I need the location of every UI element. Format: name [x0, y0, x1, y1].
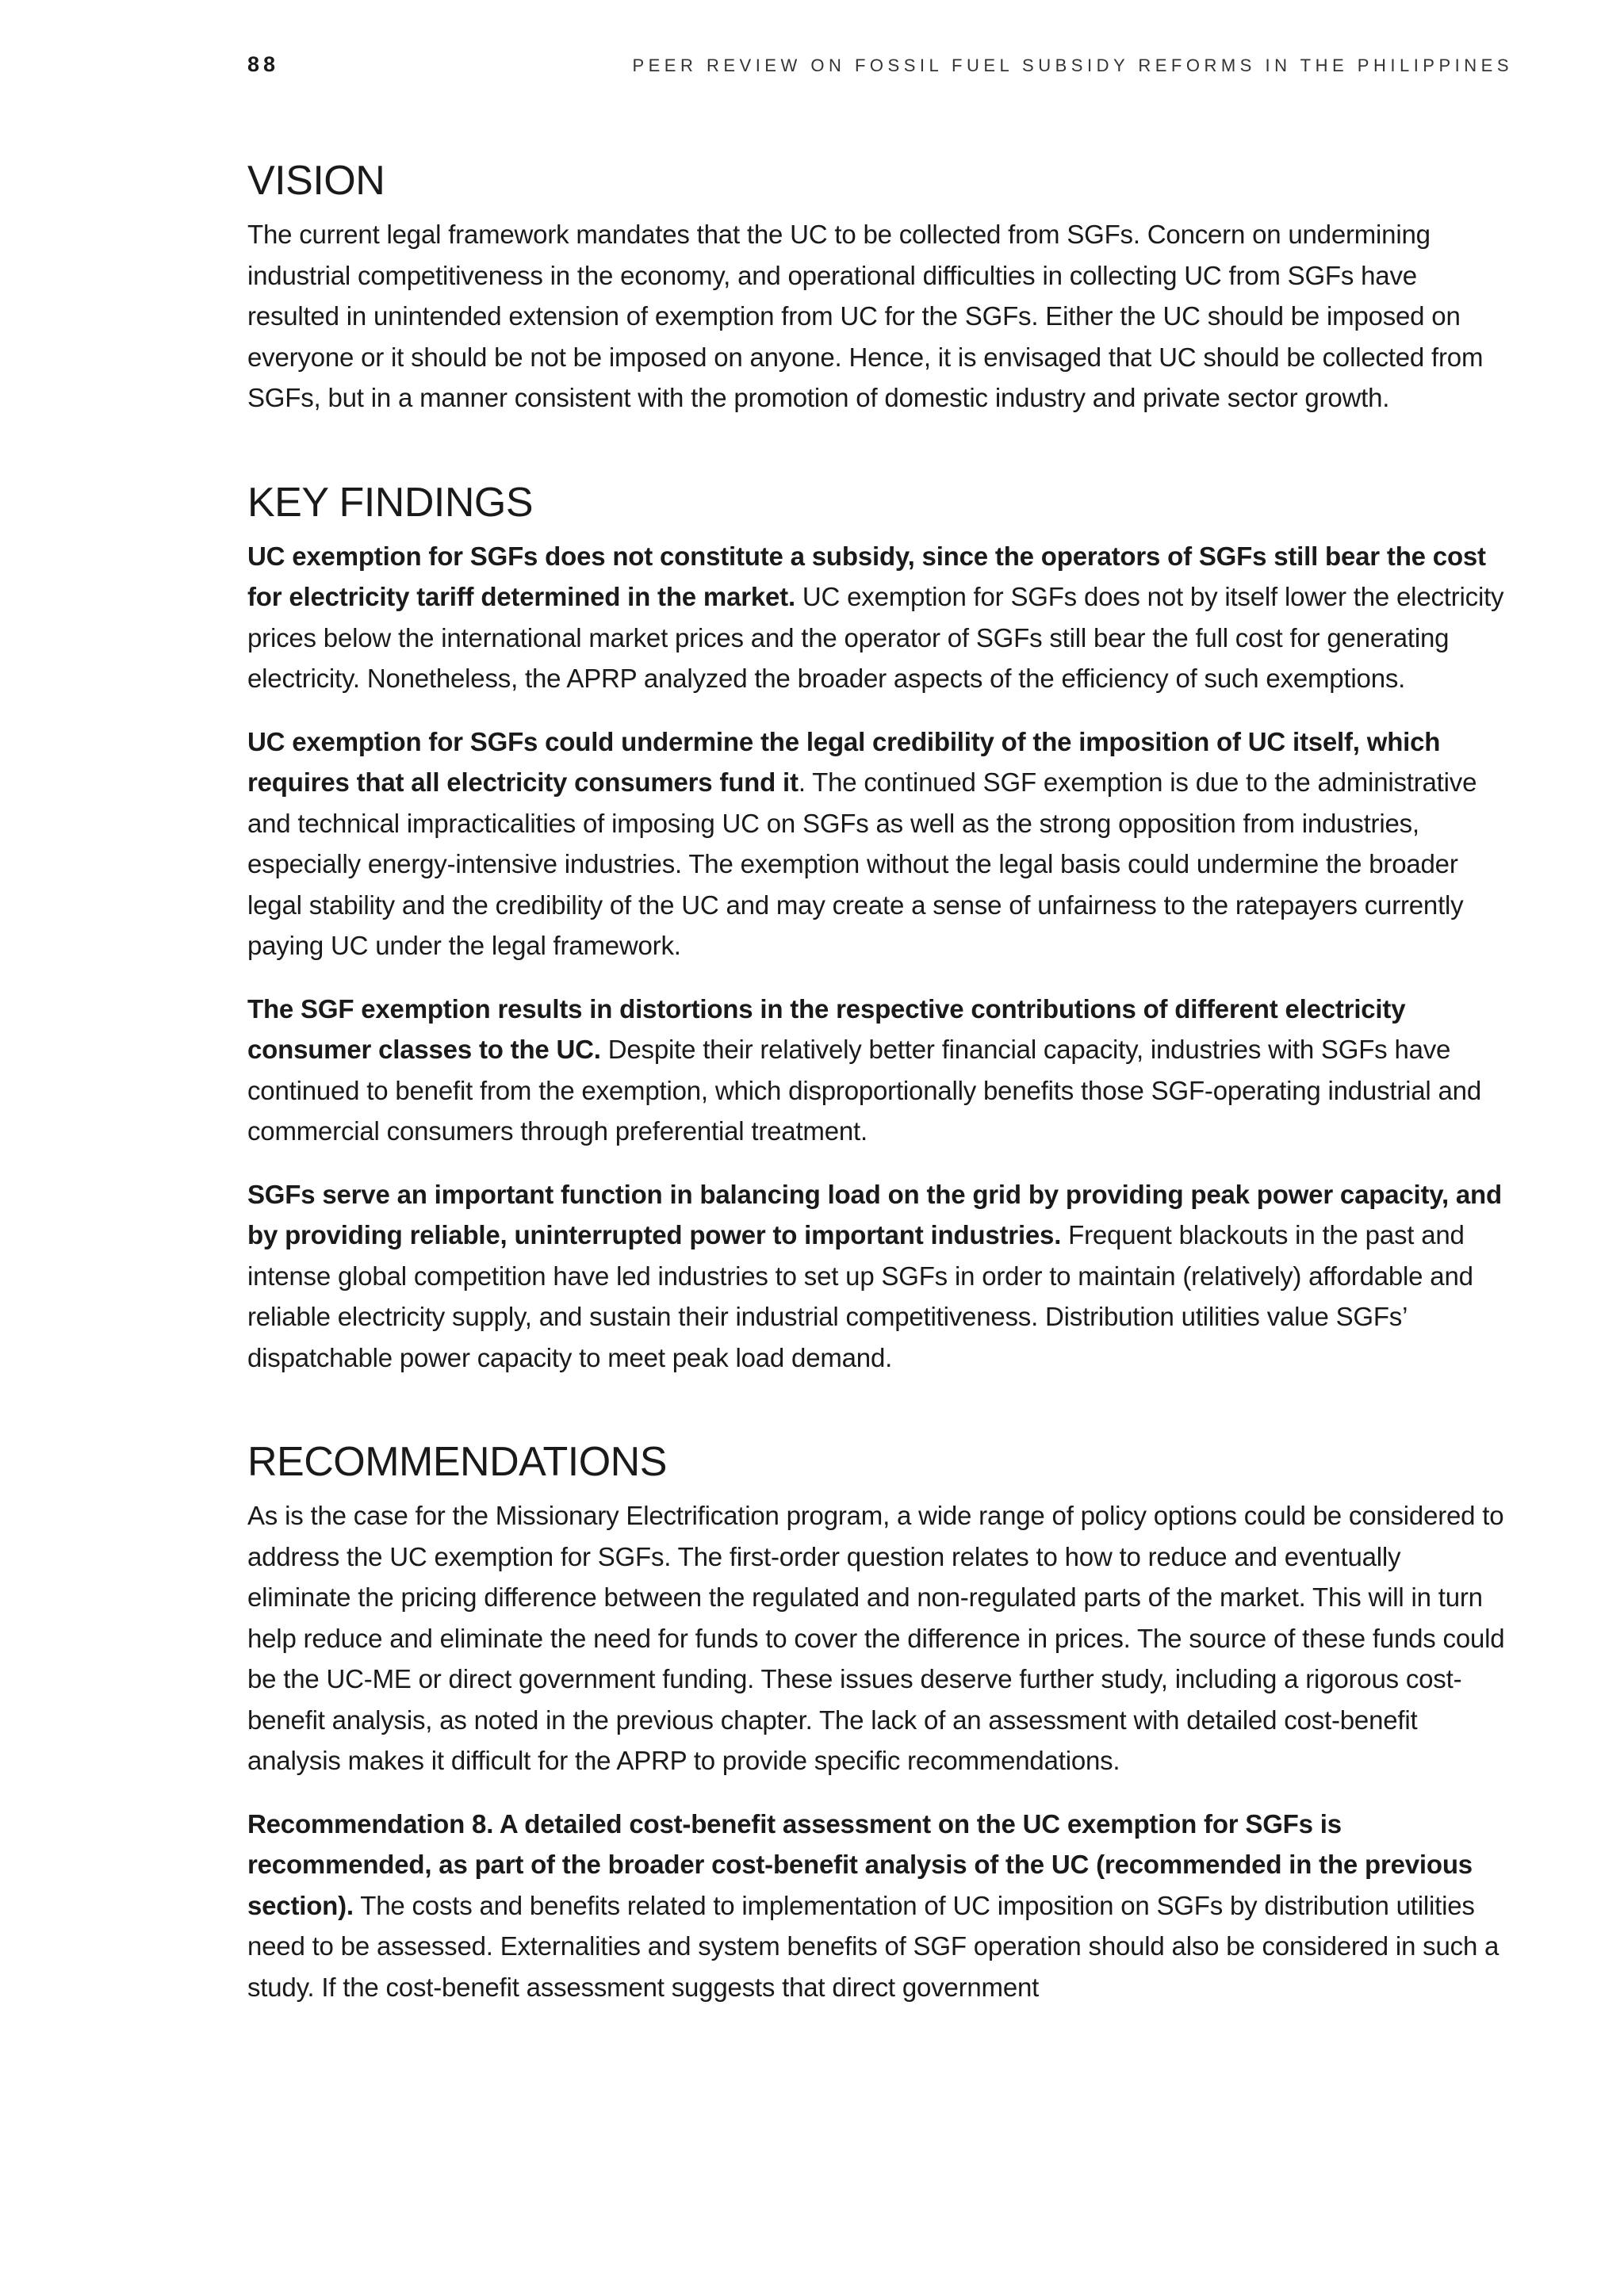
finding-lead: The SGF exemption results in distortions in the respective contributions of different electricity consumer classes to the UC.: [247, 993, 1406, 1064]
key-findings-section: [247, 473, 1508, 1379]
page-number: 88: [247, 52, 280, 76]
finding-body: UC exemption for SGFs does not by itself lower the electricity prices below the international market prices and the operator of SGFs still bear the full cost for generating electricity. Nonetheless, the APRP analyzed the broader aspects of the efficiency of such exemptions.: [247, 582, 1504, 693]
recommendation-paragraph: [247, 1804, 1508, 2008]
key-findings-heading: KEY FINDINGS: [247, 479, 534, 526]
finding-body: Frequent blackouts in the past and intense global competition have led industries to set up SGFs in order to maintain (relatively) affordable and reliable electricity supply, and sustain their industrial competitiveness. Distribution utilities value SGFs’ dispatchable power capacity to meet peak load demand.: [247, 1220, 1473, 1372]
finding-body: Despite their relatively better financial capacity, industries with SGFs have continued to benefit from the exemption, which disproportionally benefits those SGF-operating industrial and commercial consumers through preferential treatment.: [247, 1035, 1481, 1146]
finding-paragraph: [247, 721, 1508, 966]
finding-lead: UC exemption for SGFs does not constitute a subsidy, since the operators of SGFs still bear the cost for electricity tariff determined in the market.: [247, 541, 1486, 611]
vision-heading: VISION: [247, 158, 385, 204]
recommendation-body: The costs and benefits related to implementation of UC imposition on SGFs by distribution utilities need to be assessed. Externalities and system benefits of SGF operation should also be considered in such a study. If the cost-benefit assessment suggests that direct government: [247, 1890, 1500, 2002]
vision-paragraph: The current legal framework mandates that the UC to be collected from SGFs. Concern on undermining industrial competitiveness in the economy, and operational difficulties in collecting UC from SGFs have resulted in unintended extension of exemption from UC for the SGFs. Either the UC should be imposed on everyone or it should be not be imposed on anyone. Hence, it is envisaged that UC should be collected from SGFs, but in a manner consistent with the promotion of domestic industry and private sector growth.: [247, 220, 1484, 412]
recommendations-heading: RECOMMENDATIONS: [247, 1439, 667, 1485]
recommendation-lead: Recommendation 8. A detailed cost-benefit assessment on the UC exemption for SGFs is recommended, as part of the broader cost-benefit analysis of the UC (recommended in the previous section).: [247, 1808, 1473, 1920]
finding-lead: UC exemption for SGFs could undermine the legal credibility of the imposition of UC itself, which requires that all electricity consumers fund it: [247, 726, 1441, 797]
finding-paragraph: [247, 1174, 1508, 1379]
running-header: PEER REVIEW ON FOSSIL FUEL SUBSIDY REFORMS IN THE PHILIPPINES: [632, 55, 1513, 75]
finding-paragraph: [247, 536, 1508, 699]
recommendations-section: [247, 1432, 1508, 2007]
finding-lead: SGFs serve an important function in balancing load on the grid by providing peak power capacity, and by providing reliable, uninterrupted power to important industries.: [247, 1179, 1502, 1249]
finding-paragraph: [247, 989, 1508, 1152]
page-content: [247, 151, 1508, 2030]
finding-body: . The continued SGF exemption is due to the administrative and technical impracticalities of imposing UC on SGFs as well as the strong opposition from industries, especially energy-intensive industries. The exemption without the legal basis could undermine the broader legal stability and the credibility of the UC and may create a sense of unfairness to the ratepayers currently paying UC under the legal framework.: [247, 767, 1477, 960]
recommendations-intro: As is the case for the Missionary Electrification program, a wide range of policy options could be considered to address the UC exemption for SGFs. The first-order question relates to how to reduce and eventually eliminate the pricing difference between the regulated and non-regulated parts of the market. This will in turn help reduce and eliminate the need for funds to cover the difference in prices. The source of these funds could be the UC-ME or direct government funding. These issues deserve further study, including a rigorous cost-benefit analysis, as noted in the previous chapter. The lack of an assessment with detailed cost-benefit analysis makes it difficult for the APRP to provide specific recommendations.: [247, 1501, 1505, 1775]
vision-section: [247, 151, 1508, 419]
